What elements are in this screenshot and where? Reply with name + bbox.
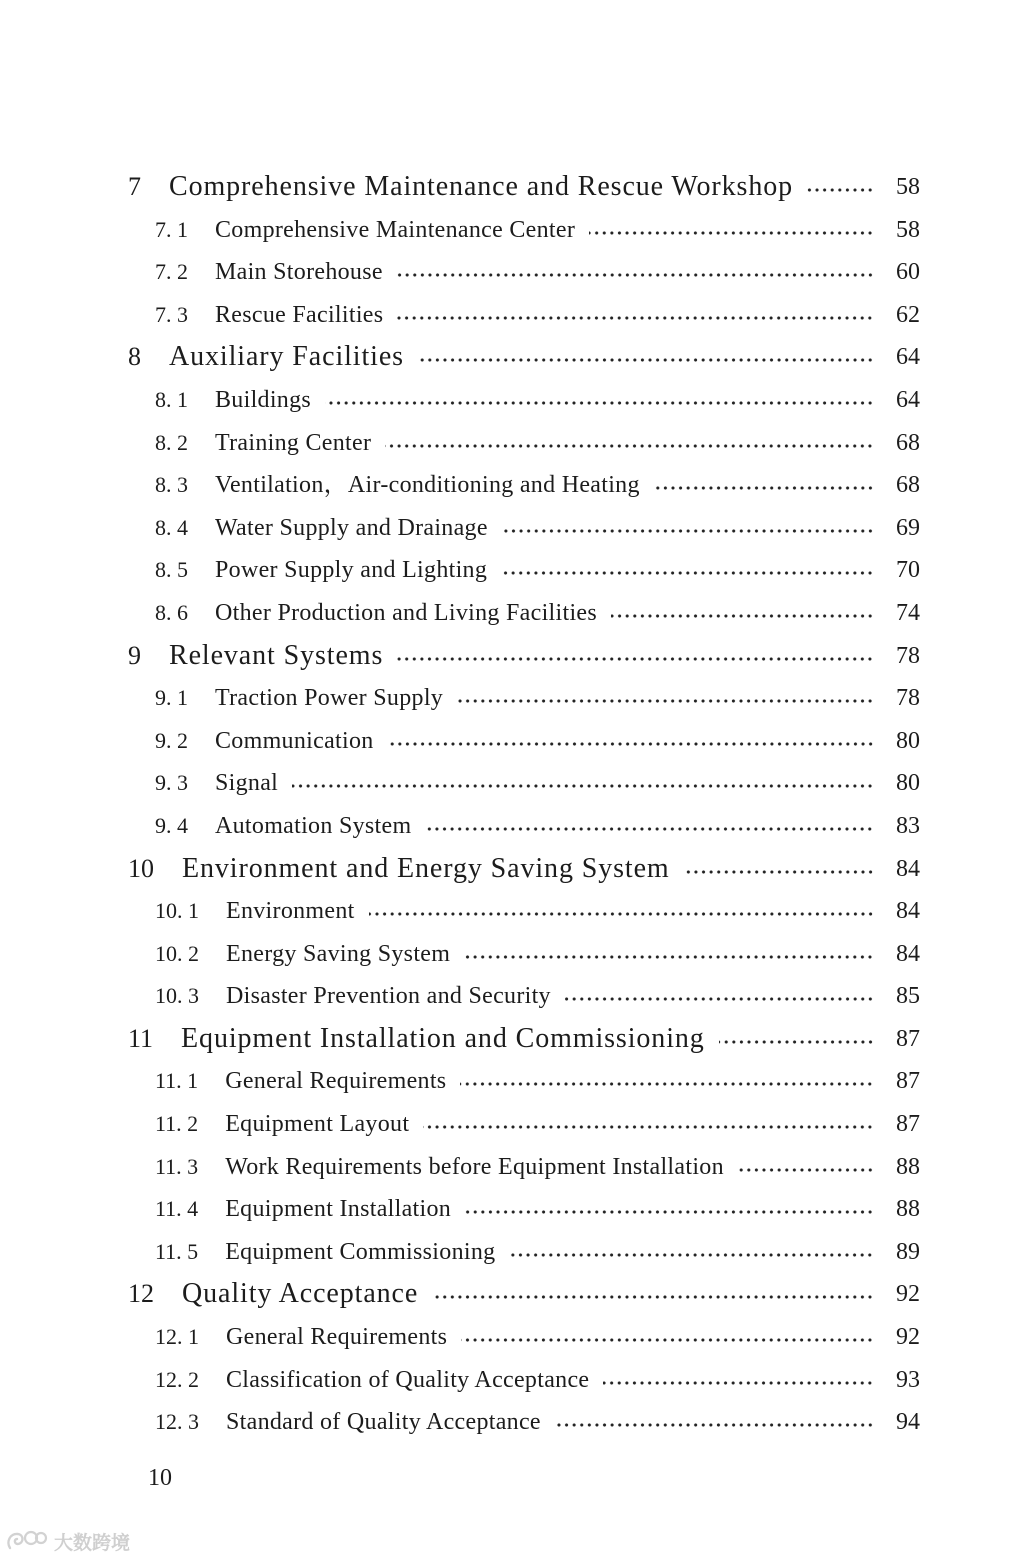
toc-section-number: 12. 2 — [155, 1366, 199, 1392]
toc-section-number: 7. 2 — [155, 259, 188, 285]
toc-section-title: Classification of Quality Acceptance — [226, 1366, 590, 1393]
toc-section-8-6 — [0, 592, 920, 635]
dot-leader — [397, 251, 874, 294]
toc-page-number: 58 — [896, 174, 920, 200]
dot-leader — [385, 422, 874, 465]
toc-section-title: Other Production and Living Facilities — [215, 599, 598, 626]
toc-chapter-number: 8 — [128, 342, 141, 372]
dot-leader — [509, 1231, 874, 1274]
toc-section-title: Traction Power Supply — [215, 685, 444, 712]
toc-section-8-5 — [0, 549, 920, 592]
toc-section-title: Disaster Prevention and Security — [226, 983, 551, 1010]
toc-section-title: Communication — [215, 727, 374, 754]
toc-section-title: Standard of Quality Acceptance — [226, 1409, 541, 1436]
toc-section-9-2 — [0, 720, 920, 763]
toc-page-number: 84 — [896, 898, 920, 925]
toc-page-number: 68 — [896, 429, 920, 456]
toc-page-number: 80 — [896, 727, 920, 754]
toc-chapter-number: 12 — [128, 1279, 154, 1309]
toc-section-title: Water Supply and Drainage — [215, 514, 488, 541]
toc-chapter-number: 11 — [128, 1023, 154, 1053]
toc-section-number: 12. 3 — [155, 1409, 199, 1435]
toc-section-8-3 — [0, 464, 920, 507]
toc-page-number: 80 — [896, 770, 920, 797]
dot-leader — [397, 294, 874, 337]
dot-leader — [397, 635, 874, 678]
toc-section-title: Main Storehouse — [215, 259, 383, 286]
toc-section-11-3 — [0, 1146, 920, 1189]
dot-leader — [719, 1018, 874, 1061]
toc-page-number: 64 — [896, 386, 920, 413]
toc-page-number: 62 — [896, 301, 920, 328]
toc-section-8-1 — [0, 379, 920, 422]
dot-leader — [502, 507, 874, 550]
toc-section-number: 8. 3 — [155, 472, 188, 498]
toc-section-7-2 — [0, 251, 920, 294]
dot-leader — [738, 1146, 874, 1189]
toc-section-title: Comprehensive Maintenance Center — [215, 216, 576, 243]
toc-section-8-2 — [0, 422, 920, 465]
toc-section-number: 11. 1 — [155, 1068, 199, 1094]
toc-chapter-number: 7 — [128, 172, 141, 201]
toc-section-title: Work Requirements before Equipment Installation — [225, 1153, 724, 1180]
toc-section-title: Automation System — [215, 812, 412, 839]
toc-section-title: Power Supply and Lighting — [215, 557, 488, 584]
toc-section-number: 10. 2 — [155, 940, 199, 966]
toc-section-number: 8. 6 — [155, 599, 188, 625]
toc-page-number: 88 — [896, 1153, 920, 1180]
dot-leader — [369, 890, 874, 933]
toc-section-number: 9. 3 — [155, 770, 188, 796]
dot-leader — [565, 975, 874, 1018]
toc-page-number: 84 — [896, 855, 920, 882]
toc-page-number: 85 — [896, 983, 920, 1010]
toc-section-11-2 — [0, 1103, 920, 1146]
toc-page-number: 88 — [896, 1196, 920, 1223]
toc-section-number: 10. 1 — [155, 898, 199, 924]
toc-section-number: 11. 5 — [155, 1238, 199, 1264]
toc-section-11-4 — [0, 1188, 920, 1231]
toc-section-title: Equipment Layout — [225, 1111, 410, 1138]
toc-section-title: Energy Saving System — [226, 940, 451, 967]
dot-leader — [325, 379, 874, 422]
toc-page-number: 83 — [896, 812, 920, 839]
toc-chapter-10 — [0, 848, 920, 891]
toc-page-number: 78 — [896, 685, 920, 712]
page-folio: 10 — [148, 1465, 172, 1491]
toc-section-number: 8. 5 — [155, 557, 188, 583]
toc-page-number: 94 — [896, 1409, 920, 1436]
toc-section-7-3 — [0, 294, 920, 337]
toc-section-8-4 — [0, 507, 920, 550]
toc-page-number: 92 — [896, 1324, 920, 1351]
dot-leader — [460, 1060, 874, 1103]
dot-leader — [807, 166, 874, 209]
dot-leader — [654, 464, 874, 507]
toc-chapter-title: Equipment Installation and Commissioning — [181, 1022, 705, 1054]
toc-chapter-12 — [0, 1273, 920, 1316]
toc-chapter-number: 10 — [128, 853, 154, 883]
dot-leader — [603, 1359, 874, 1402]
toc-chapter-title: Environment and Energy Saving System — [182, 852, 670, 884]
toc-section-number: 11. 3 — [155, 1153, 199, 1179]
toc-section-number: 7. 1 — [155, 216, 188, 242]
toc-section-12-1 — [0, 1316, 920, 1359]
toc-page-number: 60 — [896, 259, 920, 286]
toc-section-number: 8. 1 — [155, 386, 188, 412]
dot-leader — [432, 1273, 874, 1316]
toc-section-number: 9. 4 — [155, 812, 188, 838]
toc-chapter-title: Comprehensive Maintenance and Rescue Workshop — [169, 171, 794, 202]
toc-chapter-number: 9 — [128, 640, 141, 670]
toc-page-number: 93 — [896, 1366, 920, 1393]
toc-chapter-9 — [0, 635, 920, 678]
toc-section-7-1 — [0, 209, 920, 252]
toc-page-number: 84 — [896, 940, 920, 967]
toc-section-number: 7. 3 — [155, 301, 188, 327]
dot-leader — [423, 1103, 874, 1146]
toc-chapter-8 — [0, 336, 920, 379]
toc-section-title: General Requirements — [225, 1068, 447, 1095]
toc-page-number: 64 — [896, 344, 920, 371]
toc-page-number: 87 — [896, 1111, 920, 1138]
table-of-contents — [0, 166, 1034, 1444]
toc-section-10-1 — [0, 890, 920, 933]
toc-section-title: Rescue Facilities — [215, 301, 384, 328]
watermark-logo-icon — [4, 1528, 48, 1554]
toc-page-number: 58 — [896, 216, 920, 243]
toc-chapter-title: Quality Acceptance — [182, 1278, 419, 1310]
toc-chapter-title: Relevant Systems — [169, 639, 384, 671]
toc-section-12-2 — [0, 1359, 920, 1402]
toc-section-9-4 — [0, 805, 920, 848]
toc-section-title: Equipment Commissioning — [225, 1238, 496, 1265]
dot-leader — [457, 677, 874, 720]
toc-section-title: General Requirements — [226, 1324, 448, 1351]
toc-section-number: 11. 2 — [155, 1111, 199, 1137]
toc-section-10-2 — [0, 933, 920, 976]
toc-page-number: 87 — [896, 1068, 920, 1095]
toc-section-title: Equipment Installation — [225, 1196, 452, 1223]
toc-page-number: 92 — [896, 1281, 920, 1308]
toc-section-title: Environment — [226, 898, 355, 925]
dot-leader — [464, 933, 874, 976]
dot-leader — [555, 1401, 874, 1444]
toc-section-number: 9. 1 — [155, 685, 188, 711]
toc-page-number: 70 — [896, 557, 920, 584]
toc-section-10-3 — [0, 975, 920, 1018]
dot-leader — [461, 1316, 874, 1359]
dot-leader — [425, 805, 874, 848]
toc-section-number: 8. 4 — [155, 514, 188, 540]
dot-leader — [684, 848, 874, 891]
toc-page-number: 78 — [896, 642, 920, 669]
dot-leader — [501, 549, 874, 592]
toc-section-number: 9. 2 — [155, 727, 188, 753]
toc-section-title: Buildings — [215, 386, 312, 413]
toc-page-number: 74 — [896, 599, 920, 626]
dot-leader — [292, 762, 874, 805]
toc-section-number: 10. 3 — [155, 983, 199, 1009]
toc-page-number: 87 — [896, 1025, 920, 1052]
watermark-text: 大数跨境 — [54, 1531, 131, 1554]
dot-leader — [388, 720, 874, 763]
toc-section-title: Signal — [215, 770, 279, 797]
toc-chapter-7 — [0, 166, 920, 209]
toc-section-number: 12. 1 — [155, 1324, 199, 1350]
toc-section-title: Ventilation，Air-conditioning and Heating — [215, 472, 640, 499]
toc-page-number: 68 — [896, 472, 920, 499]
dot-leader — [465, 1188, 874, 1231]
toc-section-12-3 — [0, 1401, 920, 1444]
toc-chapter-11 — [0, 1018, 920, 1061]
toc-page-number: 69 — [896, 514, 920, 541]
toc-section-11-1 — [0, 1060, 920, 1103]
dot-leader — [589, 209, 874, 252]
toc-section-11-5 — [0, 1231, 920, 1274]
toc-section-9-1 — [0, 677, 920, 720]
toc-chapter-title: Auxiliary Facilities — [169, 341, 404, 373]
dot-leader — [418, 336, 874, 379]
toc-section-number: 11. 4 — [155, 1196, 199, 1222]
toc-section-title: Training Center — [215, 429, 372, 456]
toc-page-number: 89 — [896, 1238, 920, 1265]
dot-leader — [611, 592, 874, 635]
watermark — [4, 1526, 130, 1556]
toc-section-9-3 — [0, 762, 920, 805]
toc-section-number: 8. 2 — [155, 429, 188, 455]
